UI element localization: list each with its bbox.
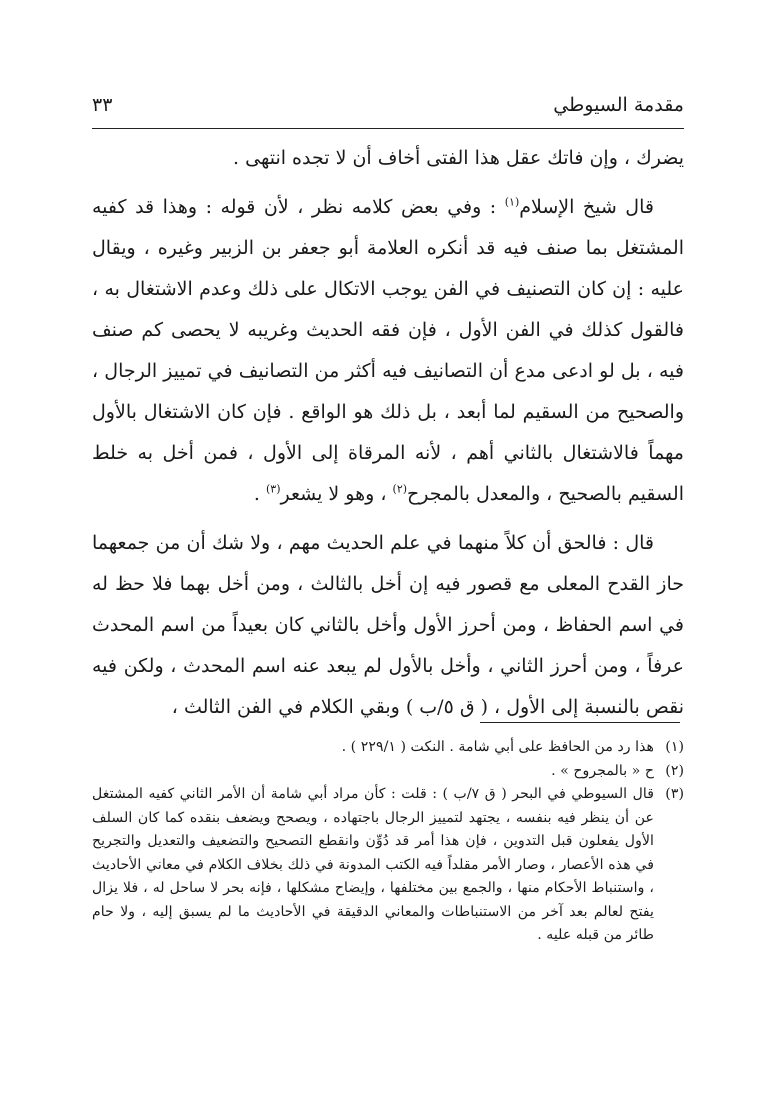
footnote-2-number: (٢) <box>665 762 684 779</box>
footnote-1-number: (١) <box>665 739 684 755</box>
footnote-1 <box>92 736 684 760</box>
footnote-2 <box>92 760 684 784</box>
paragraph-2-text-mid: ، وهو لا يشعر <box>280 483 393 505</box>
footnote-3-text: قال السيوطي في البحر ( ق ٧/ب ) : قلت : كأن مراد أبي شامة أن الأمر الثاني كفيه المشتغل عن أن ينظر فيه بنفسه ، يجتهد لتمييز الرجال باجتهاده ، ويصحح ويضعف بنقده كما كان السلف الأول يفعلون قبل التدوين ، فإن هذا أمر قد دُوِّن وانقطع التصحيح والتضعيف والتعديل والتجريح في هذه الأعصار ، وصار الأمر مقلداً فيه الكتب المدونة في ذلك بخلاف الكلام في معاني الأحاديث ، واستنباط الأحكام منها ، والجمع بين مختلفها ، وإيضاح مشكلها ، فإنه بحر لا ساحل له ، فلا يزال يفتح لعالم بعد آخر من الاستنباطات والمعاني الدقيقة في الأحاديث ما لم يسبق إليه ، ولا حام طائر من قبله عليه . <box>92 786 654 943</box>
paragraph-2-text-before: قال شيخ الإسلام <box>519 196 654 218</box>
running-header <box>92 88 684 129</box>
footnote-3 <box>92 783 684 948</box>
paragraph-3 <box>92 523 684 728</box>
header-title: مقدمة السيوطي <box>553 94 684 116</box>
footnote-marker-3: (٣) <box>265 482 281 496</box>
footnote-1-text: هذا رد من الحافظ على أبي شامة . النكت ( ٢٢٩/١ ) . <box>341 739 654 755</box>
paragraph-1 <box>92 138 684 179</box>
footnote-marker-2: (٢) <box>392 482 408 496</box>
footnote-2-text: ح « بالمجروح » . <box>551 762 654 779</box>
main-text <box>92 138 684 736</box>
paragraph-1-text: يضرك ، وإن فاتك عقل هذا الفتى أخاف أن لا تجده انتهى . <box>233 147 684 169</box>
paragraph-2-text-after: : وفي بعض كلامه نظر ، لأن قوله : وهذا قد كفيه المشتغل بما صنف فيه قد أنكره العلامة أبو جعفر بن الزبير وغيره ، ويقال عليه : إن كان التصنيف في الفن يوجب الاتكال على ذلك وعدم الاشتغال به ، فالقول كذلك في الفن الأول ، فإن فقه الحديث وغريبه لا يحصى كم صنف فيه ، بل لو ادعى مدع أن التصانيف فيه أكثر من التصانيف في تمييز الرجال ، والصحيح من السقيم لما أبعد ، بل ذلك هو الواقع . فإن كان الاشتغال بالأول مهماً فالاشتغال بالثاني أهم ، لأنه المرقاة إلى الأول ، فمن أخل به خلط السقيم بالصحيح ، والمعدل بالمجرح <box>92 196 684 505</box>
paragraph-2 <box>92 187 684 515</box>
footnote-marker-1: (١) <box>504 195 520 209</box>
paragraph-2-text-end: . <box>253 483 266 505</box>
footnote-3-number: (٣) <box>665 786 684 802</box>
footnote-divider <box>480 722 680 723</box>
page-number: ٣٣ <box>92 94 113 116</box>
footnotes <box>92 736 684 948</box>
paragraph-3-text: قال : فالحق أن كلاً منهما في علم الحديث مهم ، ولا شك أن من جمعهما حاز القدح المعلى مع قصور فيه إن أخل بالثالث ، ومن أخل بهما فلا حظ له في اسم الحفاظ ، ومن أحرز الأول وأخل بالثاني كان بعيداً من اسم المحدث عرفاً ، ومن أحرز الثاني ، وأخل بالأول لم يبعد عنه اسم المحدث ، ولكن فيه نقص بالنسبة إلى الأول ، ( ق ٥/ب ) وبقي الكلام في الفن الثالث ، <box>92 532 685 718</box>
